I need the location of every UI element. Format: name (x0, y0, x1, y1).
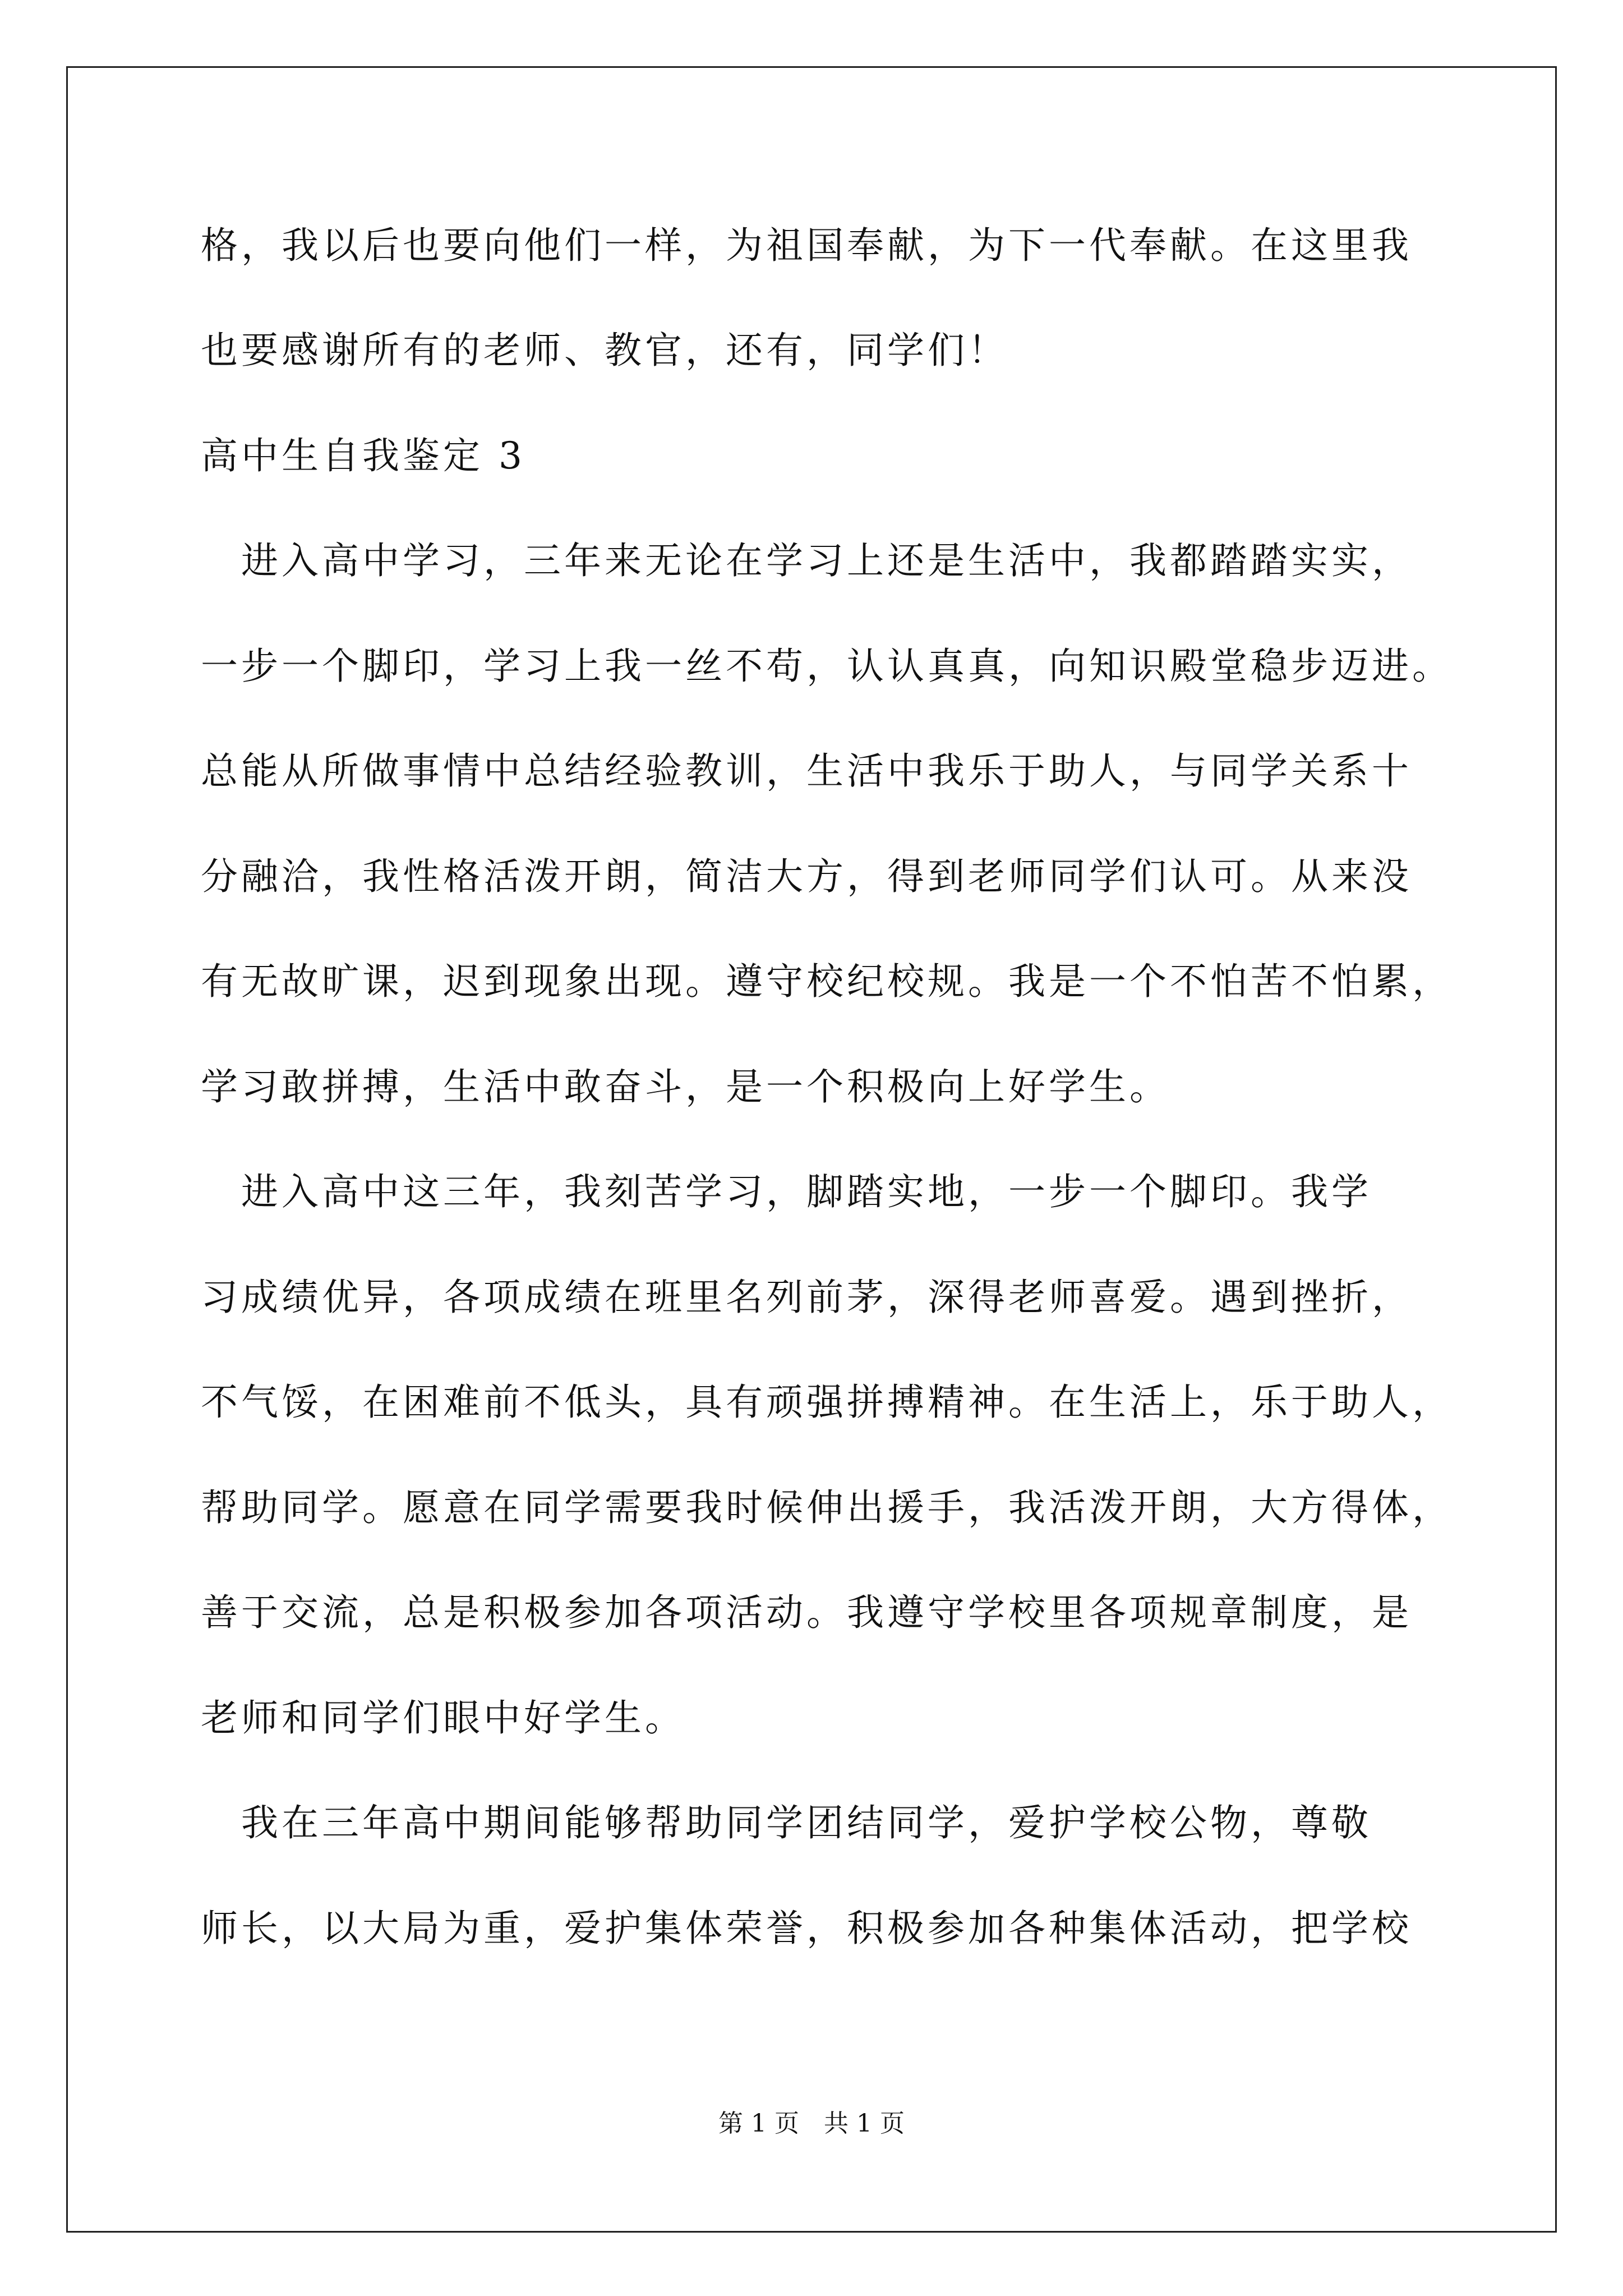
text-line: 我在三年高中期间能够帮助同学团结同学，爱护学校公物，尊敬 (201, 1801, 1372, 1844)
text-line: 一步一个脚印，学习上我一丝不苟，认认真真，向知识殿堂稳步迈进。 (201, 645, 1453, 688)
text-line: 师长，以大局为重，爱护集体荣誉，积极参加各种集体活动，把学校 (201, 1907, 1412, 1950)
text-line: 分融洽，我性格活泼开朗，简洁大方，得到老师同学们认可。从来没 (201, 855, 1412, 898)
page-number-footer: 第 1 页 共 1 页 (718, 2109, 905, 2138)
text-line: 进入高中学习，三年来无论在学习上还是生活中，我都踏踏实实， (201, 539, 1412, 582)
text-line: 学习敢拼搏，生活中敢奋斗，是一个积极向上好学生。 (201, 1065, 1170, 1108)
text-line: 格，我以后也要向他们一样，为祖国奉献，为下一代奉献。在这里我 (201, 224, 1412, 267)
text-line: 进入高中这三年，我刻苦学习，脚踏实地，一步一个脚印。我学 (201, 1170, 1372, 1213)
section-heading: 高中生自我鉴定 3 (201, 434, 525, 477)
text-line: 不气馁，在困难前不低头，具有顽强拼搏精神。在生活上，乐于助人， (201, 1381, 1453, 1424)
text-line: 习成绩优异，各项成绩在班里名列前茅，深得老师喜爱。遇到挫折， (201, 1276, 1412, 1319)
text-line: 老师和同学们眼中好学生。 (201, 1696, 685, 1740)
text-line: 善于交流，总是积极参加各项活动。我遵守学校里各项规章制度，是 (201, 1591, 1412, 1634)
text-line: 总能从所做事情中总结经验教训，生活中我乐于助人，与同学关系十 (201, 749, 1412, 793)
text-line: 也要感谢所有的老师、教官，还有，同学们！ (201, 329, 1008, 372)
text-line: 有无故旷课，迟到现象出现。遵守校纪校规。我是一个不怕苦不怕累， (201, 960, 1453, 1003)
text-line: 帮助同学。愿意在同学需要我时候伸出援手，我活泼开朗，大方得体， (201, 1486, 1453, 1529)
